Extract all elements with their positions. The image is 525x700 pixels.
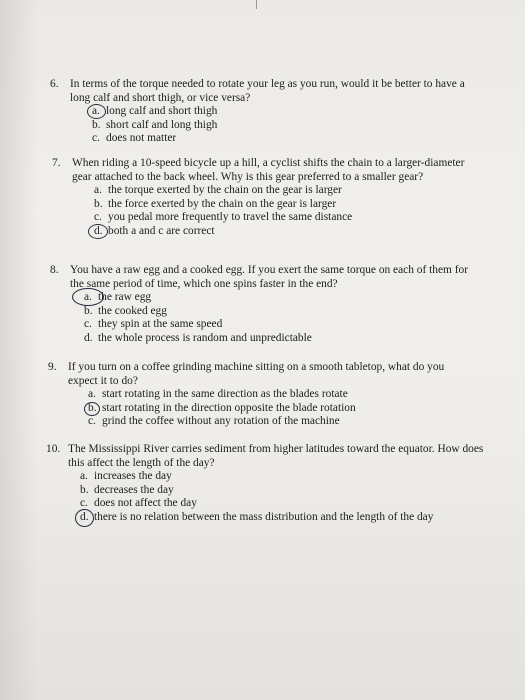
option-a [84, 291, 490, 305]
option-c [88, 415, 488, 429]
option-d [84, 332, 490, 346]
option-a [80, 470, 506, 484]
option-letter: a. [88, 388, 96, 400]
option-text: short calf and long thigh [106, 118, 218, 131]
question-text: The Mississippi River carries sediment from higher latitudes toward the equator. How does this affect the length of the day? [68, 443, 484, 469]
option-text: the cooked egg [98, 304, 167, 317]
option-text: you pedal more frequently to travel the same distance [108, 211, 353, 223]
option-c [94, 211, 492, 225]
option-d [94, 225, 492, 239]
option-text: long calf and short thigh [106, 105, 218, 117]
option-letter: d. [84, 331, 93, 344]
option-letter: a. [94, 184, 102, 196]
option-a [94, 184, 492, 198]
question-6 [50, 78, 490, 146]
option-c [80, 497, 506, 511]
option-a [92, 105, 490, 119]
question-8 [50, 264, 490, 345]
answer-circle [75, 509, 94, 527]
option-letter: a. [92, 105, 100, 117]
option-b [92, 119, 490, 133]
question-number: 8. [50, 264, 59, 276]
option-letter: a. [84, 291, 92, 303]
option-text: increases the day [94, 470, 172, 482]
option-text: grind the coffee without any rotation of the machine [102, 415, 340, 427]
question-10 [46, 443, 506, 524]
option-text: the raw egg [98, 291, 152, 303]
option-letter: a. [80, 470, 88, 482]
option-text: the whole process is random and unpredictable [98, 331, 312, 344]
option-letter: b. [92, 118, 101, 131]
option-text: start rotating in the direction opposite the blade rotation [102, 401, 356, 414]
option-b [94, 198, 492, 212]
option-letter: d. [80, 510, 89, 523]
question-text: If you turn on a coffee grinding machine sitting on a smooth tabletop, what do you expect it to do? [68, 361, 445, 387]
option-text: start rotating in the same direction as the blades rotate [102, 388, 348, 400]
option-text: there is no relation between the mass distribution and the length of the day [94, 510, 434, 523]
option-text: both a and c are correct [108, 224, 215, 237]
question-text: When riding a 10-speed bicycle up a hill, a cyclist shifts the chain to a larger-diameter gear attached to the back wheel. Why is this gear preferred to a smaller gear? [72, 157, 465, 183]
question-9 [48, 361, 488, 429]
option-text: they spin at the same speed [98, 318, 223, 330]
option-letter: c. [88, 415, 96, 427]
option-b [80, 484, 506, 498]
option-text: does not affect the day [94, 497, 197, 509]
option-letter: c. [94, 211, 102, 223]
question-number: 9. [48, 361, 57, 373]
question-number: 10. [46, 443, 61, 455]
answer-circle [88, 224, 108, 239]
page-shadow [0, 0, 38, 700]
option-text: the force exerted by the chain on the gear is larger [108, 197, 337, 210]
option-d [80, 511, 506, 525]
answer-circle [84, 402, 100, 416]
option-a [88, 388, 488, 402]
question-number: 7. [52, 157, 61, 169]
option-letter: c. [84, 318, 92, 330]
option-letter: d. [94, 224, 103, 237]
answer-circle [72, 288, 104, 306]
option-c [92, 132, 490, 146]
staple-mark [256, 0, 257, 9]
option-letter: b. [80, 483, 89, 496]
option-text: decreases the day [94, 483, 174, 496]
question-7 [52, 157, 492, 238]
option-c [84, 318, 490, 332]
option-letter: b. [94, 197, 103, 210]
option-letter: c. [92, 132, 100, 144]
question-text: In terms of the torque needed to rotate your leg as you run, would it be better to have a long calf and short thigh, or vice versa? [70, 78, 465, 104]
option-b [88, 402, 488, 416]
answer-circle [87, 104, 106, 119]
option-b [84, 305, 490, 319]
option-letter: c. [80, 497, 88, 509]
option-letter: b. [88, 401, 97, 414]
question-number: 6. [50, 78, 59, 90]
option-letter: b. [84, 304, 93, 317]
option-text: does not matter [106, 132, 177, 144]
option-text: the torque exerted by the chain on the gear is larger [108, 184, 342, 196]
question-text: You have a raw egg and a cooked egg. If you exert the same torque on each of them for the same period of time, which one spins faster in the end? [70, 264, 469, 290]
